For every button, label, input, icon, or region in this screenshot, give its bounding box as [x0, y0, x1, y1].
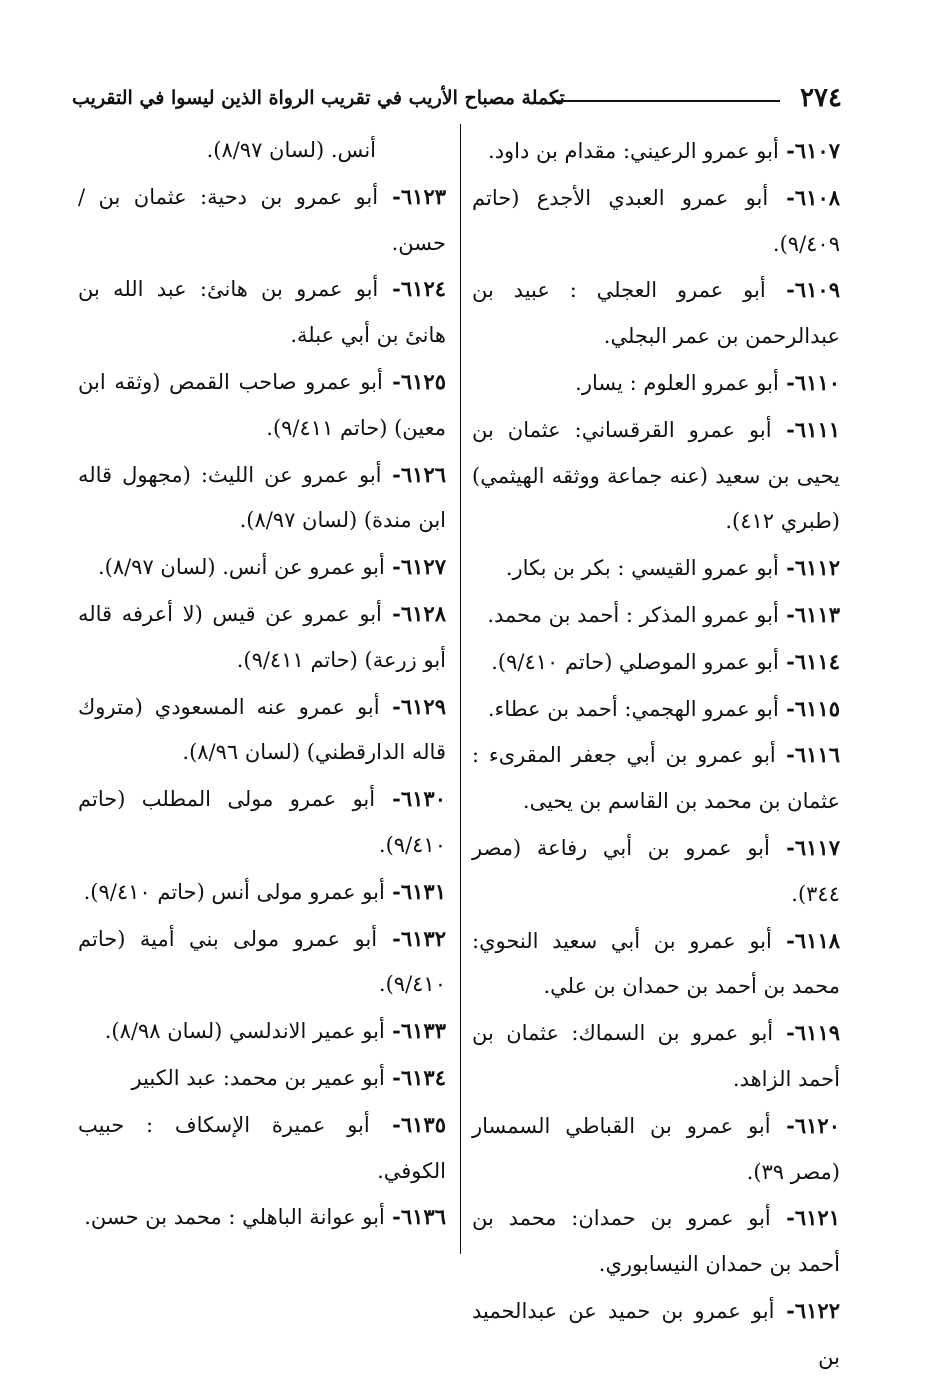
entry-text: أبو عوانة الباهلي : محمد بن حسن. — [84, 1205, 385, 1230]
entry-text: أبو عمرو العلوم : يسار. — [575, 370, 779, 395]
entry-text: أبو عمرو العجلي : عبيد بن عبدالرحمن بن عمر البجلي. — [472, 278, 840, 349]
entry-dash: - — [369, 1111, 401, 1137]
entry-dash: - — [379, 693, 401, 719]
entry-dash: - — [384, 878, 401, 904]
entry-text: أبو عمرو الهجمي: أحمد بن عطاء. — [487, 696, 779, 721]
entry-number: ٦١٢٦ — [400, 461, 447, 487]
entry-number: ٦١٣٤ — [400, 1064, 446, 1090]
entry-dash: - — [770, 1205, 795, 1231]
entry-text: أبو عمرو بن حميد عن عبدالحميد بن — [472, 1298, 840, 1369]
entry-number: ٦١٢٢ — [794, 1297, 840, 1323]
entry-number: ٦١١٧ — [794, 834, 840, 860]
entry-number: ٦١١٨ — [794, 927, 841, 953]
entry — [78, 266, 446, 359]
entry-dash: - — [778, 648, 795, 674]
entry-text: أبو عمرو المذكر : أحمد بن محمد. — [487, 602, 779, 627]
entry — [472, 639, 840, 686]
entry-dash: - — [778, 138, 795, 163]
entry — [78, 684, 446, 777]
entry-dash: - — [771, 416, 795, 442]
entry-number: ٦١٣٢ — [400, 925, 446, 951]
entry — [472, 128, 840, 175]
entry — [78, 1194, 446, 1241]
entry-dash: - — [378, 183, 401, 209]
entry-text: أبو عمرو بن أبي سعيد النحوي: محمد بن أحمد بن حمدان بن علي. — [472, 928, 840, 999]
entry-text: أبو عمرو عن قيس (لا أعرفه قاله أبو زرعة) (حاتم ٩/٤١١). — [78, 601, 446, 672]
entry-number: ٦١٣٥ — [400, 1111, 446, 1137]
right-column — [472, 128, 840, 1381]
entry-number: ٦١٣٦ — [400, 1204, 446, 1230]
entry-text: أبو عمرو عنه المسعودي (متروك قاله الدارقطني) (لسان ٨/٩٦). — [78, 694, 446, 765]
entry-text: أبو عمرو العبدي الأجدع (حاتم ٩/٤٠٩). — [472, 185, 840, 256]
entry-text: أبو عمرو بن أبي رفاعة (مصر ٣٤٤). — [472, 835, 840, 906]
running-title: تكملة مصباح الأريب في تقريب الرواة الذين ليسوا في التقريب — [72, 87, 565, 109]
entry-dash: - — [384, 554, 401, 580]
entry — [472, 686, 840, 733]
entry-dash: - — [381, 600, 401, 626]
entry — [78, 544, 446, 591]
entry-dash: - — [778, 601, 795, 627]
entry-text: أبو عمرو القيسي : بكر بن بكار. — [505, 556, 779, 581]
entry-text: أبو عمرو القرقساني: عثمان بن يحيى بن سعيد (عنه جماعة ووثقه الهيثمي) (طبري ٤١٢). — [472, 417, 840, 534]
entry-dash: - — [765, 277, 795, 303]
entry-text: أبو عمرو بن هانئ: عبد الله بن هانئ بن أبي عبلة. — [78, 277, 446, 348]
entry — [78, 174, 446, 267]
entry-text: أبو عمرو الموصلي (حاتم ٩/٤١٠). — [491, 649, 779, 674]
entry — [78, 869, 446, 916]
entry-text: أبو عمرو مولى المطلب (حاتم ٩/٤١٠). — [78, 787, 446, 857]
entry-text: أبو عمرو عن الليث: (مجهول قاله ابن مندة) (لسان ٨/٩٧). — [78, 462, 446, 533]
entry-number: ٦١٢٨ — [400, 600, 446, 626]
entry — [472, 1195, 840, 1288]
entry — [78, 452, 446, 545]
entry-text: أبو عمرو بن القباطي السمسار (مصر ٣٩). — [472, 1113, 840, 1184]
entry-number: ٦١٢٠ — [794, 1112, 840, 1138]
entry-dash: - — [381, 461, 401, 487]
entry-dash: - — [378, 276, 401, 302]
header-rule — [552, 100, 780, 102]
entry — [472, 1010, 840, 1103]
entry-number: ٦١٣٣ — [400, 1018, 446, 1044]
entry-number: ٦١١١ — [794, 416, 841, 442]
entry-number: ٦١١٦ — [794, 742, 840, 768]
left-column — [78, 128, 446, 1241]
entry — [472, 918, 840, 1011]
entry — [472, 1288, 840, 1381]
entry — [78, 1102, 446, 1195]
entry — [472, 407, 840, 545]
entry-text: أبو عمرو بن السماك: عثمان بن أحمد الزاهد. — [472, 1021, 840, 1091]
entry-text: أبو عمرو بن أبي جعفر المقرىء : عثمان بن محمد بن القاسم بن يحيى. — [472, 743, 840, 814]
entry — [78, 591, 446, 684]
entry — [472, 267, 840, 360]
entry — [472, 360, 840, 407]
entry — [78, 1008, 446, 1055]
entry-dash: - — [771, 927, 795, 953]
entry-number: ٦١٢٣ — [400, 183, 447, 209]
column-divider — [460, 124, 461, 1254]
entry-text: أبو عمير الاندلسي (لسان ٨/٩٨). — [104, 1019, 385, 1044]
entry-text: أبو عمرو الرعيني: مقدام بن داود. — [488, 139, 779, 163]
entry-dash: - — [778, 555, 795, 581]
entry-number: ٦١١٩ — [794, 1020, 841, 1046]
entry-text: أبو عمرو مولى أنس (حاتم ٩/٤١٠). — [83, 879, 385, 904]
entry-dash: - — [774, 1297, 795, 1323]
entry-number: ٦١٢٩ — [400, 693, 446, 719]
entry-text: أبو عمرو صاحب القمص (وثقه ابن معين) (حاتم ٩/٤١١). — [78, 369, 446, 440]
entry-dash: - — [382, 368, 401, 394]
entry-number: ٦١١٠ — [794, 369, 840, 395]
entry-dash: - — [377, 925, 401, 951]
entry-number: ٦١٢٥ — [400, 368, 446, 394]
page-header — [72, 78, 842, 118]
entry — [472, 825, 840, 918]
entry-dash: - — [384, 1018, 401, 1044]
entry-number: ٦١١٣ — [794, 601, 840, 627]
entry-number: ٦١١٥ — [794, 695, 840, 721]
entry-number: ٦١٢١ — [794, 1205, 840, 1231]
entry-dash: - — [384, 1064, 401, 1090]
entry-dash: - — [778, 695, 795, 721]
entry — [472, 732, 840, 825]
entry — [78, 359, 446, 452]
entry-text: أبو عمرو بن دحية: عثمان بن /حسن. — [78, 184, 446, 255]
continued-entry: أنس. (لسان ٨/٩٧). — [206, 138, 376, 162]
entry-text: أبو عمرو مولى بني أمية (حاتم ٩/٤١٠). — [78, 926, 446, 997]
entry — [472, 175, 840, 268]
entry-text: أبو عمرو عن أنس. (لسان ٨/٩٧). — [97, 555, 385, 580]
entry-text: أبو عميرة الإسكاف : حبيب الكوفي. — [78, 1112, 446, 1183]
entry — [472, 1103, 840, 1196]
entry-number: ٦١٢٤ — [400, 276, 447, 302]
entry — [78, 916, 446, 1009]
entry-dash: - — [770, 1112, 795, 1138]
entry-number: ٦١١٤ — [794, 648, 840, 674]
entry — [78, 776, 446, 869]
entry — [78, 1055, 446, 1102]
entry-dash: - — [384, 1204, 401, 1230]
entry-dash: - — [778, 369, 795, 395]
entry-number: ٦١٠٩ — [794, 277, 840, 303]
entry-number: ٦١١٢ — [794, 555, 840, 581]
entry-number: ٦١٠٨ — [794, 184, 841, 210]
entry-dash: - — [775, 742, 795, 768]
entry-dash: - — [375, 786, 401, 812]
entry-dash: - — [768, 184, 795, 210]
entry-dash: - — [769, 834, 795, 860]
page-number: ٢٧٤ — [800, 83, 842, 113]
entry — [472, 592, 840, 639]
entry-dash: - — [773, 1020, 795, 1046]
entry — [472, 545, 840, 592]
entry-number: ٦١٢٧ — [400, 554, 446, 580]
entry-number: ٦١٣٠ — [400, 786, 446, 812]
entry-text: أبو عمرو بن حمدان: محمد بن أحمد بن حمدان النيسابوري. — [472, 1206, 840, 1277]
entry-text: أبو عمير بن محمد: عبد الكبير — [131, 1065, 385, 1090]
entry-number: ٦١٣١ — [400, 878, 446, 904]
entry-number: ٦١٠٧ — [794, 138, 840, 163]
